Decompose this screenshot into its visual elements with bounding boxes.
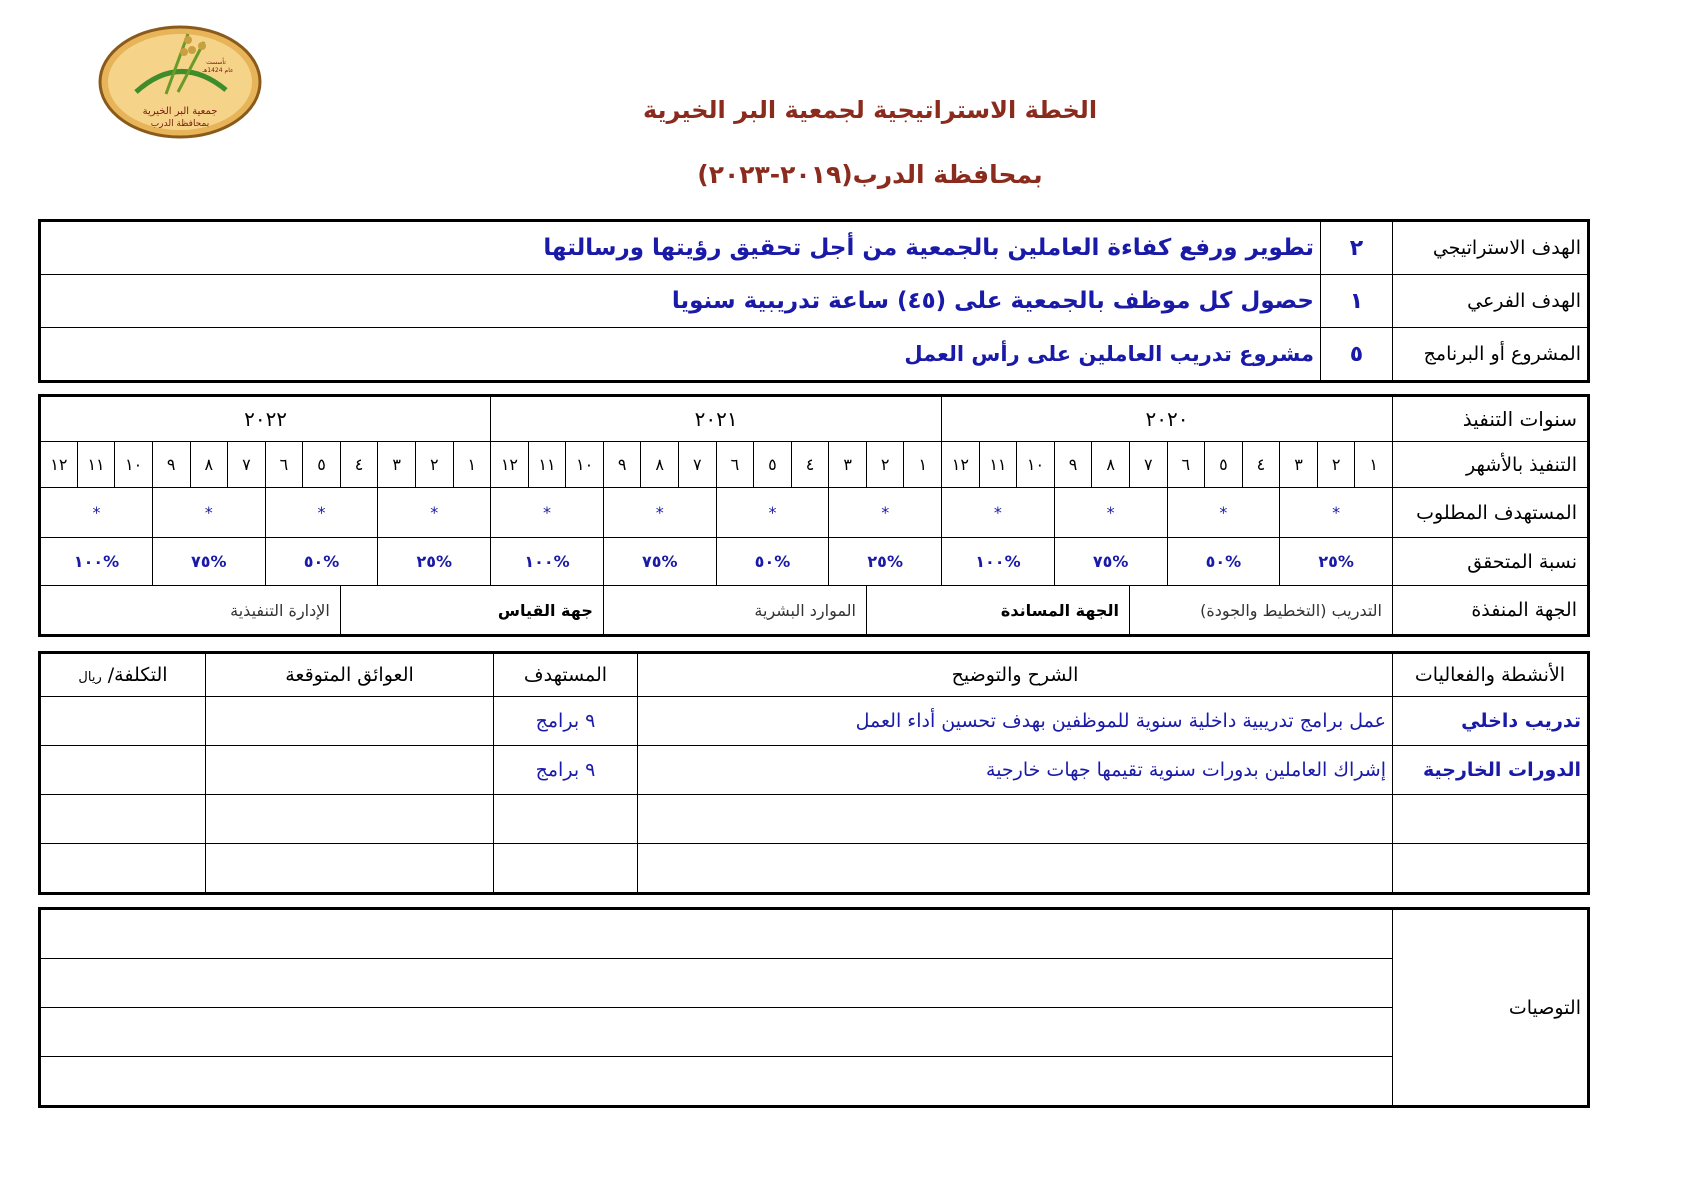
month-cell: ١ [904, 442, 942, 488]
target-mark: * [40, 488, 153, 538]
percent-cell: %١٠٠ [40, 538, 153, 586]
activity-row [40, 697, 1589, 746]
month-cell: ٧ [1129, 442, 1167, 488]
activity-description: عمل برامج تدريبية داخلية سنوية للموظفين بهدف تحسين أداء العمل [638, 697, 1393, 746]
year-cell: ٢٠٢٠ [942, 396, 1393, 442]
cost-header [40, 653, 206, 697]
activity-obstacles [206, 795, 494, 844]
activity-cost [40, 697, 206, 746]
activity-name: تدريب داخلي [1393, 697, 1589, 746]
target-mark: * [491, 488, 604, 538]
strategic-goal-text: تطوير ورفع كفاءة العاملين بالجمعية من أجل تحقيق رؤيتها ورسالتها [40, 221, 1321, 275]
percent-cell: %٥٠ [716, 538, 829, 586]
document-subtitle: بمحافظة الدرب(٢٠١٩-٢٠٢٣) [697, 160, 1043, 189]
responsible-row [40, 586, 1589, 636]
activity-description [638, 795, 1393, 844]
month-cell: ٥ [303, 442, 341, 488]
target-mark: * [716, 488, 829, 538]
target-mark: * [152, 488, 265, 538]
activity-row [40, 844, 1589, 894]
activity-obstacles [206, 697, 494, 746]
measuring-party-label: جهة القياس [340, 586, 603, 636]
months-row [40, 442, 1589, 488]
recommendations-table [38, 907, 1590, 1108]
description-header: الشرح والتوضيح [638, 653, 1393, 697]
activity-description [638, 844, 1393, 894]
supporting-party-value: الموارد البشرية [603, 586, 866, 636]
month-cell: ٤ [791, 442, 829, 488]
month-cell: ٣ [829, 442, 867, 488]
activity-cost [40, 795, 206, 844]
svg-text:عام 1424هـ: عام 1424هـ [202, 67, 234, 74]
strategic-goal-label: الهدف الاستراتيجي [1393, 221, 1589, 275]
project-number: ٥ [1321, 328, 1393, 382]
activity-target: ٩ برامج [494, 746, 638, 795]
recommendation-line [40, 1008, 1393, 1057]
supporting-party-label: الجهة المساندة [866, 586, 1129, 636]
recommendation-line [40, 959, 1393, 1008]
sub-goal-text: حصول كل موظف بالجمعية على (٤٥) ساعة تدريبية سنويا [40, 275, 1321, 328]
executing-party-label: الجهة المنفذة [1393, 586, 1589, 636]
percent-cell: %٥٠ [265, 538, 378, 586]
month-cell: ٢ [866, 442, 904, 488]
percent-cell: %٢٥ [1280, 538, 1393, 586]
month-cell: ٦ [716, 442, 754, 488]
months-label: التنفيذ بالأشهر [1393, 442, 1589, 488]
recommendations-label: التوصيات [1393, 909, 1589, 1107]
activities-table [38, 651, 1590, 895]
percent-label: نسبة المتحقق [1393, 538, 1589, 586]
cost-unit: ريال [78, 670, 102, 685]
month-cell: ٧ [228, 442, 266, 488]
svg-text:تأسست: تأسست [206, 59, 226, 66]
month-cell: ١٠ [115, 442, 153, 488]
activity-name [1393, 795, 1589, 844]
percent-cell: %١٠٠ [942, 538, 1055, 586]
percent-cell: %٧٥ [152, 538, 265, 586]
month-cell: ١١ [528, 442, 566, 488]
target-mark: * [1280, 488, 1393, 538]
project-row [40, 328, 1589, 382]
executing-party-value: التدريب (التخطيط والجودة) [1129, 586, 1392, 636]
cost-header-label: التكلفة/ [107, 664, 168, 686]
target-mark: * [603, 488, 716, 538]
recommendation-row [40, 959, 1589, 1008]
target-header: المستهدف [494, 653, 638, 697]
activities-header: الأنشطة والفعاليات [1393, 653, 1589, 697]
years-row [40, 396, 1589, 442]
month-cell: ١٢ [40, 442, 78, 488]
month-cell: ٤ [1242, 442, 1280, 488]
percent-cell: %٧٥ [1054, 538, 1167, 586]
month-cell: ٣ [378, 442, 416, 488]
strategic-goal-row [40, 221, 1589, 275]
target-mark: * [1167, 488, 1280, 538]
schedule-table [38, 394, 1590, 637]
years-label: سنوات التنفيذ [1393, 396, 1589, 442]
percent-row [40, 538, 1589, 586]
activity-obstacles [206, 844, 494, 894]
recommendation-row [40, 909, 1589, 959]
measuring-party-value: الإدارة التنفيذية [40, 586, 341, 636]
percent-cell: %٧٥ [603, 538, 716, 586]
activity-target [494, 795, 638, 844]
recommendation-line [40, 1057, 1393, 1107]
month-cell: ٤ [340, 442, 378, 488]
activity-name [1393, 844, 1589, 894]
sub-goal-row [40, 275, 1589, 328]
organization-logo [96, 22, 264, 140]
target-label: المستهدف المطلوب [1393, 488, 1589, 538]
year-cell: ٢٠٢١ [491, 396, 942, 442]
activity-cost [40, 844, 206, 894]
activity-name: الدورات الخارجية [1393, 746, 1589, 795]
activity-cost [40, 746, 206, 795]
month-cell: ٥ [1205, 442, 1243, 488]
month-cell: ٨ [641, 442, 679, 488]
month-cell: ٢ [415, 442, 453, 488]
target-mark: * [942, 488, 1055, 538]
month-cell: ٦ [265, 442, 303, 488]
month-cell: ٨ [190, 442, 228, 488]
percent-cell: %٥٠ [1167, 538, 1280, 586]
month-cell: ٩ [603, 442, 641, 488]
project-text: مشروع تدريب العاملين على رأس العمل [40, 328, 1321, 382]
month-cell: ١٠ [566, 442, 604, 488]
month-cell: ١ [453, 442, 491, 488]
activity-obstacles [206, 746, 494, 795]
activity-row [40, 746, 1589, 795]
activities-header-row [40, 653, 1589, 697]
target-row [40, 488, 1589, 538]
month-cell: ١٢ [491, 442, 529, 488]
activity-row [40, 795, 1589, 844]
month-cell: ٢ [1317, 442, 1355, 488]
project-label: المشروع أو البرنامج [1393, 328, 1589, 382]
month-cell: ٦ [1167, 442, 1205, 488]
month-cell: ٥ [754, 442, 792, 488]
percent-cell: %١٠٠ [491, 538, 604, 586]
month-cell: ١١ [77, 442, 115, 488]
month-cell: ١١ [979, 442, 1017, 488]
svg-text:بمحافظة الدرب: بمحافظة الدرب [150, 119, 210, 129]
recommendation-line [40, 909, 1393, 959]
obstacles-header: العوائق المتوقعة [206, 653, 494, 697]
recommendation-row [40, 1008, 1589, 1057]
document-title: الخطة الاستراتيجية لجمعية البر الخيرية [642, 96, 1098, 124]
month-cell: ٧ [679, 442, 717, 488]
sub-goal-number: ١ [1321, 275, 1393, 328]
month-cell: ١ [1355, 442, 1393, 488]
month-cell: ١٠ [1017, 442, 1055, 488]
month-cell: ٣ [1280, 442, 1318, 488]
goals-table [38, 219, 1590, 383]
target-mark: * [265, 488, 378, 538]
activity-target: ٩ برامج [494, 697, 638, 746]
percent-cell: %٢٥ [378, 538, 491, 586]
month-cell: ٩ [1054, 442, 1092, 488]
percent-cell: %٢٥ [829, 538, 942, 586]
target-mark: * [1054, 488, 1167, 538]
activity-target [494, 844, 638, 894]
svg-text:جمعية البر الخيرية: جمعية البر الخيرية [142, 106, 218, 117]
month-cell: ١٢ [942, 442, 980, 488]
month-cell: ٨ [1092, 442, 1130, 488]
target-mark: * [378, 488, 491, 538]
target-mark: * [829, 488, 942, 538]
sub-goal-label: الهدف الفرعي [1393, 275, 1589, 328]
strategic-goal-number: ٢ [1321, 221, 1393, 275]
activity-description: إشراك العاملين بدورات سنوية تقيمها جهات خارجية [638, 746, 1393, 795]
year-cell: ٢٠٢٢ [40, 396, 491, 442]
recommendation-row [40, 1057, 1589, 1107]
month-cell: ٩ [152, 442, 190, 488]
